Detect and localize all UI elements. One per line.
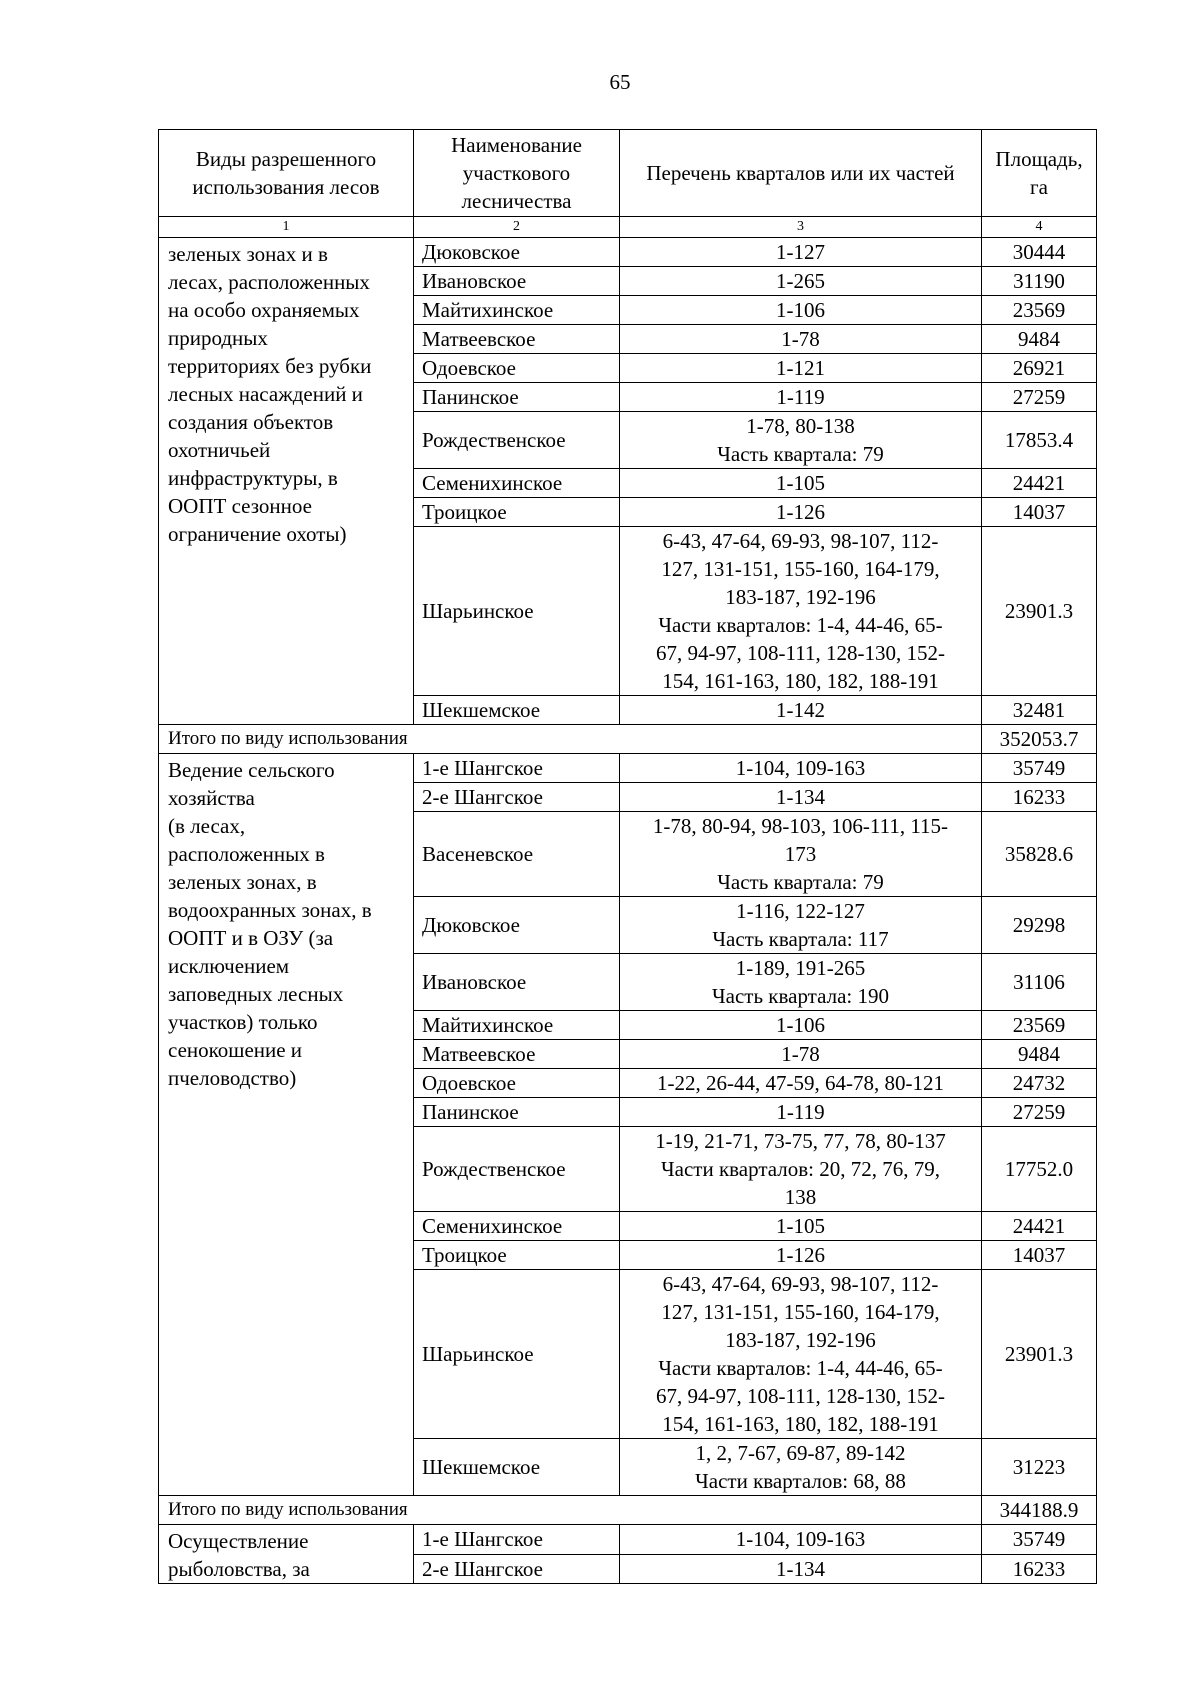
quarters-line: 1-104, 109-163 — [735, 1527, 866, 1552]
use-type-line: хозяйства — [168, 786, 255, 810]
forestry-name-cell: 1-е Шангское — [414, 1525, 620, 1555]
header-use-type: Виды разрешенного использования лесов — [159, 130, 414, 217]
use-type-line: природных — [168, 326, 268, 350]
forestry-name-cell: Шекшемское — [414, 696, 620, 725]
quarters-line: 1, 2, 7-67, 69-87, 89-142 — [695, 1441, 906, 1465]
quarters-line: 1-104, 109-163 — [735, 756, 866, 780]
forestry-name-cell: Ивановское — [414, 954, 620, 1011]
use-type-line: создания объектов — [168, 410, 334, 434]
area-cell: 23901.3 — [982, 527, 1097, 696]
quarters-line: 138 — [784, 1185, 817, 1209]
forestry-name-cell: Одоевское — [414, 354, 620, 383]
use-type-line: участков) только — [168, 1010, 318, 1034]
forestry-name-cell: Майтихинское — [414, 296, 620, 325]
quarters-cell — [620, 1127, 982, 1212]
forestry-name-cell: Матвеевское — [414, 325, 620, 354]
forestry-name-cell: Рождественское — [414, 1127, 620, 1212]
use-type-line: расположенных в — [168, 842, 325, 866]
use-type-line: Ведение сельского — [168, 758, 335, 782]
quarters-cell — [620, 325, 982, 354]
use-type-line: пчеловодство) — [168, 1066, 297, 1090]
table-row — [159, 1525, 1097, 1555]
quarters-line: 173 — [784, 842, 817, 866]
quarters-cell — [620, 954, 982, 1011]
quarters-cell — [620, 238, 982, 267]
use-type-line: ООПТ и в ОЗУ (за — [168, 926, 334, 950]
forestry-name-cell: 1-е Шангское — [414, 754, 620, 783]
area-cell: 17853.4 — [982, 412, 1097, 469]
quarters-line: 1-116, 122-127 — [736, 899, 865, 923]
quarters-cell — [620, 1069, 982, 1098]
area-cell: 17752.0 — [982, 1127, 1097, 1212]
quarters-line: 1-78 — [781, 1042, 820, 1066]
area-cell: 23901.3 — [982, 1270, 1097, 1439]
table-row — [159, 238, 1097, 267]
area-cell: 9484 — [982, 1040, 1097, 1069]
forestry-name-cell: Васеневское — [414, 812, 620, 897]
use-type-line: ООПТ сезонное — [168, 494, 312, 518]
forestry-name-cell: Семенихинское — [414, 1212, 620, 1241]
quarters-cell — [620, 498, 982, 527]
quarters-line: 183-187, 192-196 — [725, 1328, 876, 1352]
area-cell: 31106 — [982, 954, 1097, 1011]
area-cell: 24421 — [982, 469, 1097, 498]
quarters-line: Части кварталов: 20, 72, 76, 79, — [660, 1157, 940, 1181]
quarters-cell — [620, 1525, 982, 1555]
quarters-cell — [620, 1270, 982, 1439]
quarters-line: 6-43, 47-64, 69-93, 98-107, 112- — [662, 529, 939, 553]
use-type-line: на особо охраняемых — [168, 298, 360, 322]
use-type-line: территориях без рубки — [168, 354, 372, 378]
column-number-2: 2 — [414, 217, 620, 238]
quarters-line: 1-119 — [776, 1100, 825, 1124]
area-cell: 14037 — [982, 498, 1097, 527]
page-number: 65 — [609, 70, 631, 94]
area-cell: 14037 — [982, 1241, 1097, 1270]
quarters-cell — [620, 754, 982, 783]
quarters-line: 1-78, 80-138 — [746, 414, 855, 438]
use-type-line: рыболовства, за — [168, 1557, 310, 1581]
forestry-name-cell: Троицкое — [414, 498, 620, 527]
quarters-line: 1-189, 191-265 — [735, 956, 866, 980]
quarters-cell — [620, 1011, 982, 1040]
quarters-cell — [620, 1241, 982, 1270]
quarters-cell — [620, 1554, 982, 1584]
area-cell: 16233 — [982, 1554, 1097, 1584]
forestry-name-cell: Шарьинское — [414, 1270, 620, 1439]
area-cell: 27259 — [982, 383, 1097, 412]
table-row — [159, 754, 1097, 783]
quarters-line: 127, 131-151, 155-160, 164-179, — [661, 1300, 940, 1324]
header-forestry-name: Наименование участкового лесничества — [414, 130, 620, 217]
column-number-1: 1 — [159, 217, 414, 238]
use-type-line: зеленых зонах и в — [168, 242, 328, 266]
quarters-line: Части кварталов: 1-4, 44-46, 65- — [658, 613, 943, 637]
quarters-cell — [620, 267, 982, 296]
forestry-name-cell: Шекшемское — [414, 1439, 620, 1496]
area-cell: 23569 — [982, 296, 1097, 325]
quarters-line: 67, 94-97, 108-111, 128-130, 152- — [656, 1384, 945, 1408]
use-type-line: водоохранных зонах, в — [168, 898, 372, 922]
quarters-line: 1-134 — [776, 1556, 825, 1581]
quarters-line: 1-142 — [776, 698, 825, 722]
area-cell: 23569 — [982, 1011, 1097, 1040]
quarters-line: 154, 161-163, 180, 182, 188-191 — [662, 1412, 939, 1436]
total-row — [159, 725, 1097, 754]
quarters-cell — [620, 1040, 982, 1069]
forestry-name-cell: Майтихинское — [414, 1011, 620, 1040]
quarters-line: 1-106 — [776, 298, 825, 322]
total-label-cell: Итого по виду использования — [159, 1496, 982, 1525]
quarters-line: Часть квартала: 190 — [711, 984, 889, 1008]
use-type-cell — [159, 238, 414, 725]
quarters-cell — [620, 412, 982, 469]
quarters-line: 1-106 — [776, 1013, 825, 1037]
forestry-name-cell: Дюковское — [414, 897, 620, 954]
table-header-row — [159, 130, 1097, 217]
forest-use-table — [158, 129, 1097, 1584]
quarters-line: 6-43, 47-64, 69-93, 98-107, 112- — [662, 1272, 939, 1296]
quarters-line: 1-134 — [776, 785, 825, 809]
area-cell: 30444 — [982, 238, 1097, 267]
use-type-line: сенокошение и — [168, 1038, 303, 1062]
total-label-cell: Итого по виду использования — [159, 725, 982, 754]
quarters-cell — [620, 1212, 982, 1241]
quarters-line: Часть квартала: 79 — [717, 870, 884, 894]
quarters-line: 1-105 — [776, 471, 825, 495]
quarters-line: Части кварталов: 68, 88 — [695, 1469, 906, 1493]
quarters-cell — [620, 527, 982, 696]
quarters-line: 1-78 — [781, 327, 820, 351]
quarters-cell — [620, 296, 982, 325]
quarters-line: Часть квартала: 79 — [717, 442, 884, 466]
quarters-line: 1-119 — [776, 385, 825, 409]
forestry-name-cell: Панинское — [414, 1098, 620, 1127]
quarters-cell — [620, 812, 982, 897]
quarters-line: 1-22, 26-44, 47-59, 64-78, 80-121 — [657, 1071, 944, 1095]
use-type-line: зеленых зонах, в — [168, 870, 317, 894]
forestry-name-cell: Одоевское — [414, 1069, 620, 1098]
use-type-cell — [159, 1525, 414, 1584]
quarters-line: 1-265 — [776, 269, 825, 293]
use-type-line: лесных насаждений и — [168, 382, 363, 406]
quarters-line: 1-78, 80-94, 98-103, 106-111, 115- — [652, 814, 949, 838]
forestry-name-cell: Матвеевское — [414, 1040, 620, 1069]
area-cell: 9484 — [982, 325, 1097, 354]
quarters-line: 1-127 — [776, 240, 825, 264]
quarters-cell — [620, 696, 982, 725]
use-type-line: (в лесах, — [168, 814, 246, 838]
forestry-name-cell: 2-е Шангское — [414, 1554, 620, 1584]
total-row — [159, 1496, 1097, 1525]
column-number-row — [159, 217, 1097, 238]
forestry-name-cell: Дюковское — [414, 238, 620, 267]
header-quarters-list: Перечень кварталов или их частей — [620, 130, 982, 217]
use-type-line: лесах, расположенных — [168, 270, 370, 294]
quarters-line: 1-105 — [776, 1214, 825, 1238]
forestry-name-cell: 2-е Шангское — [414, 783, 620, 812]
area-cell: 26921 — [982, 354, 1097, 383]
area-cell: 32481 — [982, 696, 1097, 725]
use-type-line: ограничение охоты) — [168, 522, 347, 546]
quarters-line: 67, 94-97, 108-111, 128-130, 152- — [656, 641, 945, 665]
forestry-name-cell: Рождественское — [414, 412, 620, 469]
area-cell: 16233 — [982, 783, 1097, 812]
quarters-line: 154, 161-163, 180, 182, 188-191 — [662, 669, 939, 693]
quarters-line: Части кварталов: 1-4, 44-46, 65- — [658, 1356, 943, 1380]
quarters-line: 1-19, 21-71, 73-75, 77, 78, 80-137 — [655, 1129, 946, 1153]
quarters-line: 127, 131-151, 155-160, 164-179, — [661, 557, 940, 581]
forestry-name-cell: Семенихинское — [414, 469, 620, 498]
use-type-line: охотничьей — [168, 438, 271, 462]
column-number-4: 4 — [982, 217, 1097, 238]
area-cell: 35828.6 — [982, 812, 1097, 897]
area-cell: 31190 — [982, 267, 1097, 296]
quarters-line: 183-187, 192-196 — [725, 585, 876, 609]
quarters-cell — [620, 1098, 982, 1127]
area-cell: 27259 — [982, 1098, 1097, 1127]
area-cell: 35749 — [982, 1525, 1097, 1555]
quarters-line: 1-126 — [776, 1243, 825, 1267]
forestry-name-cell: Ивановское — [414, 267, 620, 296]
quarters-line: Часть квартала: 117 — [712, 927, 889, 951]
use-type-line: исключением — [168, 954, 290, 978]
area-cell: 29298 — [982, 897, 1097, 954]
forestry-name-cell: Троицкое — [414, 1241, 620, 1270]
quarters-cell — [620, 469, 982, 498]
area-cell: 31223 — [982, 1439, 1097, 1496]
quarters-cell — [620, 783, 982, 812]
use-type-line: инфраструктуры, в — [168, 466, 338, 490]
forestry-name-cell: Панинское — [414, 383, 620, 412]
total-value-cell: 352053.7 — [982, 725, 1097, 754]
quarters-line: 1-126 — [776, 500, 825, 524]
quarters-line: 1-121 — [776, 356, 825, 380]
area-cell: 24732 — [982, 1069, 1097, 1098]
header-area: Площадь, га — [982, 130, 1097, 217]
quarters-cell — [620, 383, 982, 412]
quarters-cell — [620, 1439, 982, 1496]
area-cell: 24421 — [982, 1212, 1097, 1241]
column-number-3: 3 — [620, 217, 982, 238]
total-value-cell: 344188.9 — [982, 1496, 1097, 1525]
use-type-line: Осуществление — [168, 1529, 309, 1553]
forestry-name-cell: Шарьинское — [414, 527, 620, 696]
quarters-cell — [620, 354, 982, 383]
use-type-cell — [159, 754, 414, 1496]
quarters-cell — [620, 897, 982, 954]
area-cell: 35749 — [982, 754, 1097, 783]
use-type-line: заповедных лесных — [168, 982, 344, 1006]
